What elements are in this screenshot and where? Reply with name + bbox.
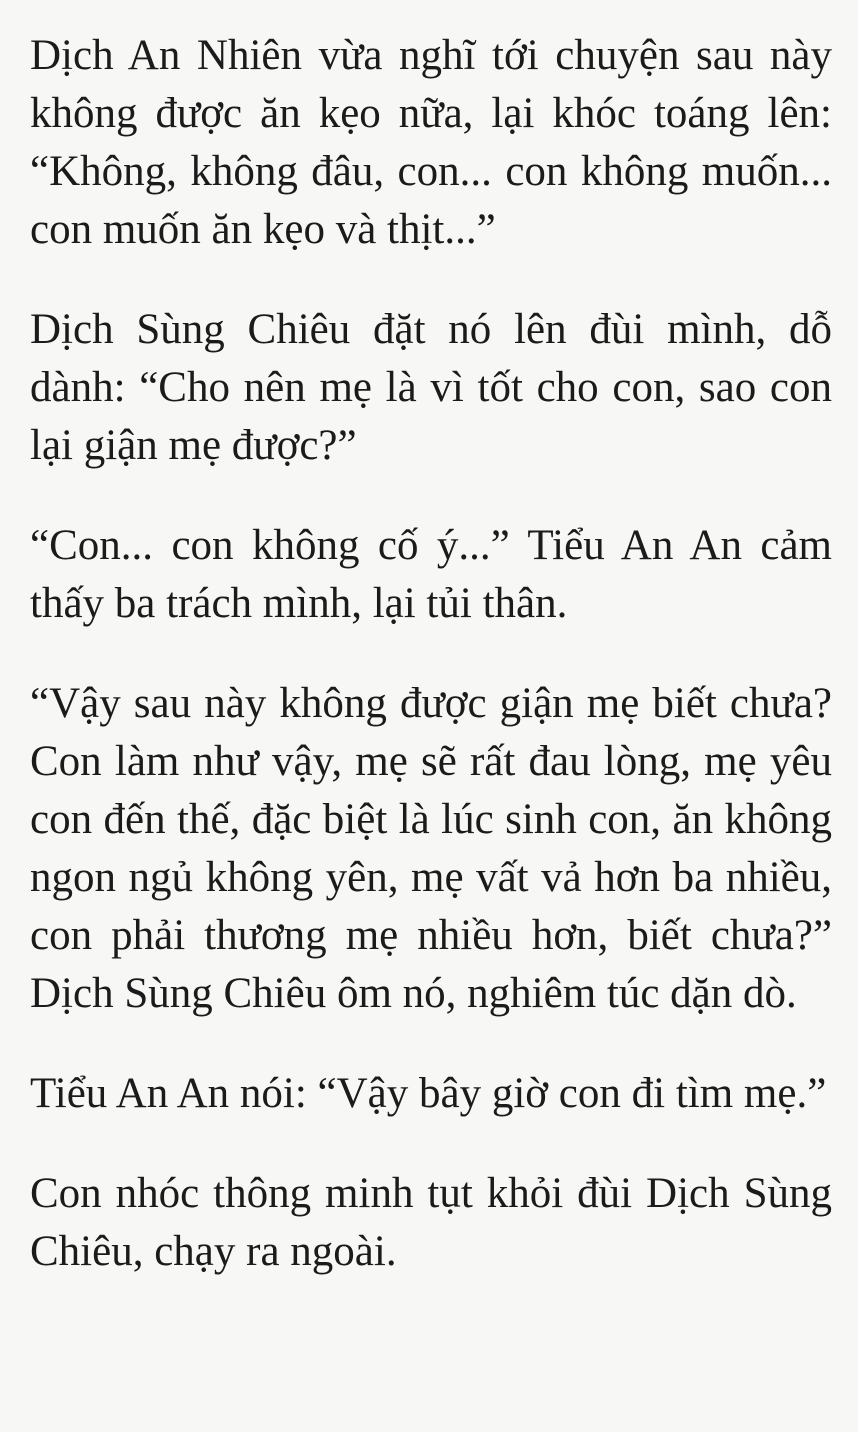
paragraph: “Con... con không cố ý...” Tiểu An An cảm thấy ba trách mình, lại tủi thân. bbox=[30, 522, 832, 627]
paragraph: Con nhóc thông minh tụt khỏi đùi Dịch Sùng Chiêu, chạy ra ngoài. bbox=[30, 1170, 832, 1275]
paragraph: Dịch Sùng Chiêu đặt nó lên đùi mình, dỗ dành: “Cho nên mẹ là vì tốt cho con, sao con lại giận mẹ được?” bbox=[30, 306, 832, 469]
paragraph: Tiểu An An nói: “Vậy bây giờ con đi tìm mẹ.” bbox=[30, 1070, 827, 1117]
paragraph: Dịch An Nhiên vừa nghĩ tới chuyện sau này không được ăn kẹo nữa, lại khóc toáng lên: “Không, không đâu, con... con không muốn... con muốn ăn kẹo và thịt...” bbox=[30, 32, 832, 253]
paragraph: “Vậy sau này không được giận mẹ biết chưa? Con làm như vậy, mẹ sẽ rất đau lòng, mẹ yêu con đến thế, đặc biệt là lúc sinh con, ăn không ngon ngủ không yên, mẹ vất vả hơn ba nhiều, con phải thương mẹ nhiều hơn, biết chưa?” Dịch Sùng Chiêu ôm nó, nghiêm túc dặn dò. bbox=[30, 680, 832, 1017]
